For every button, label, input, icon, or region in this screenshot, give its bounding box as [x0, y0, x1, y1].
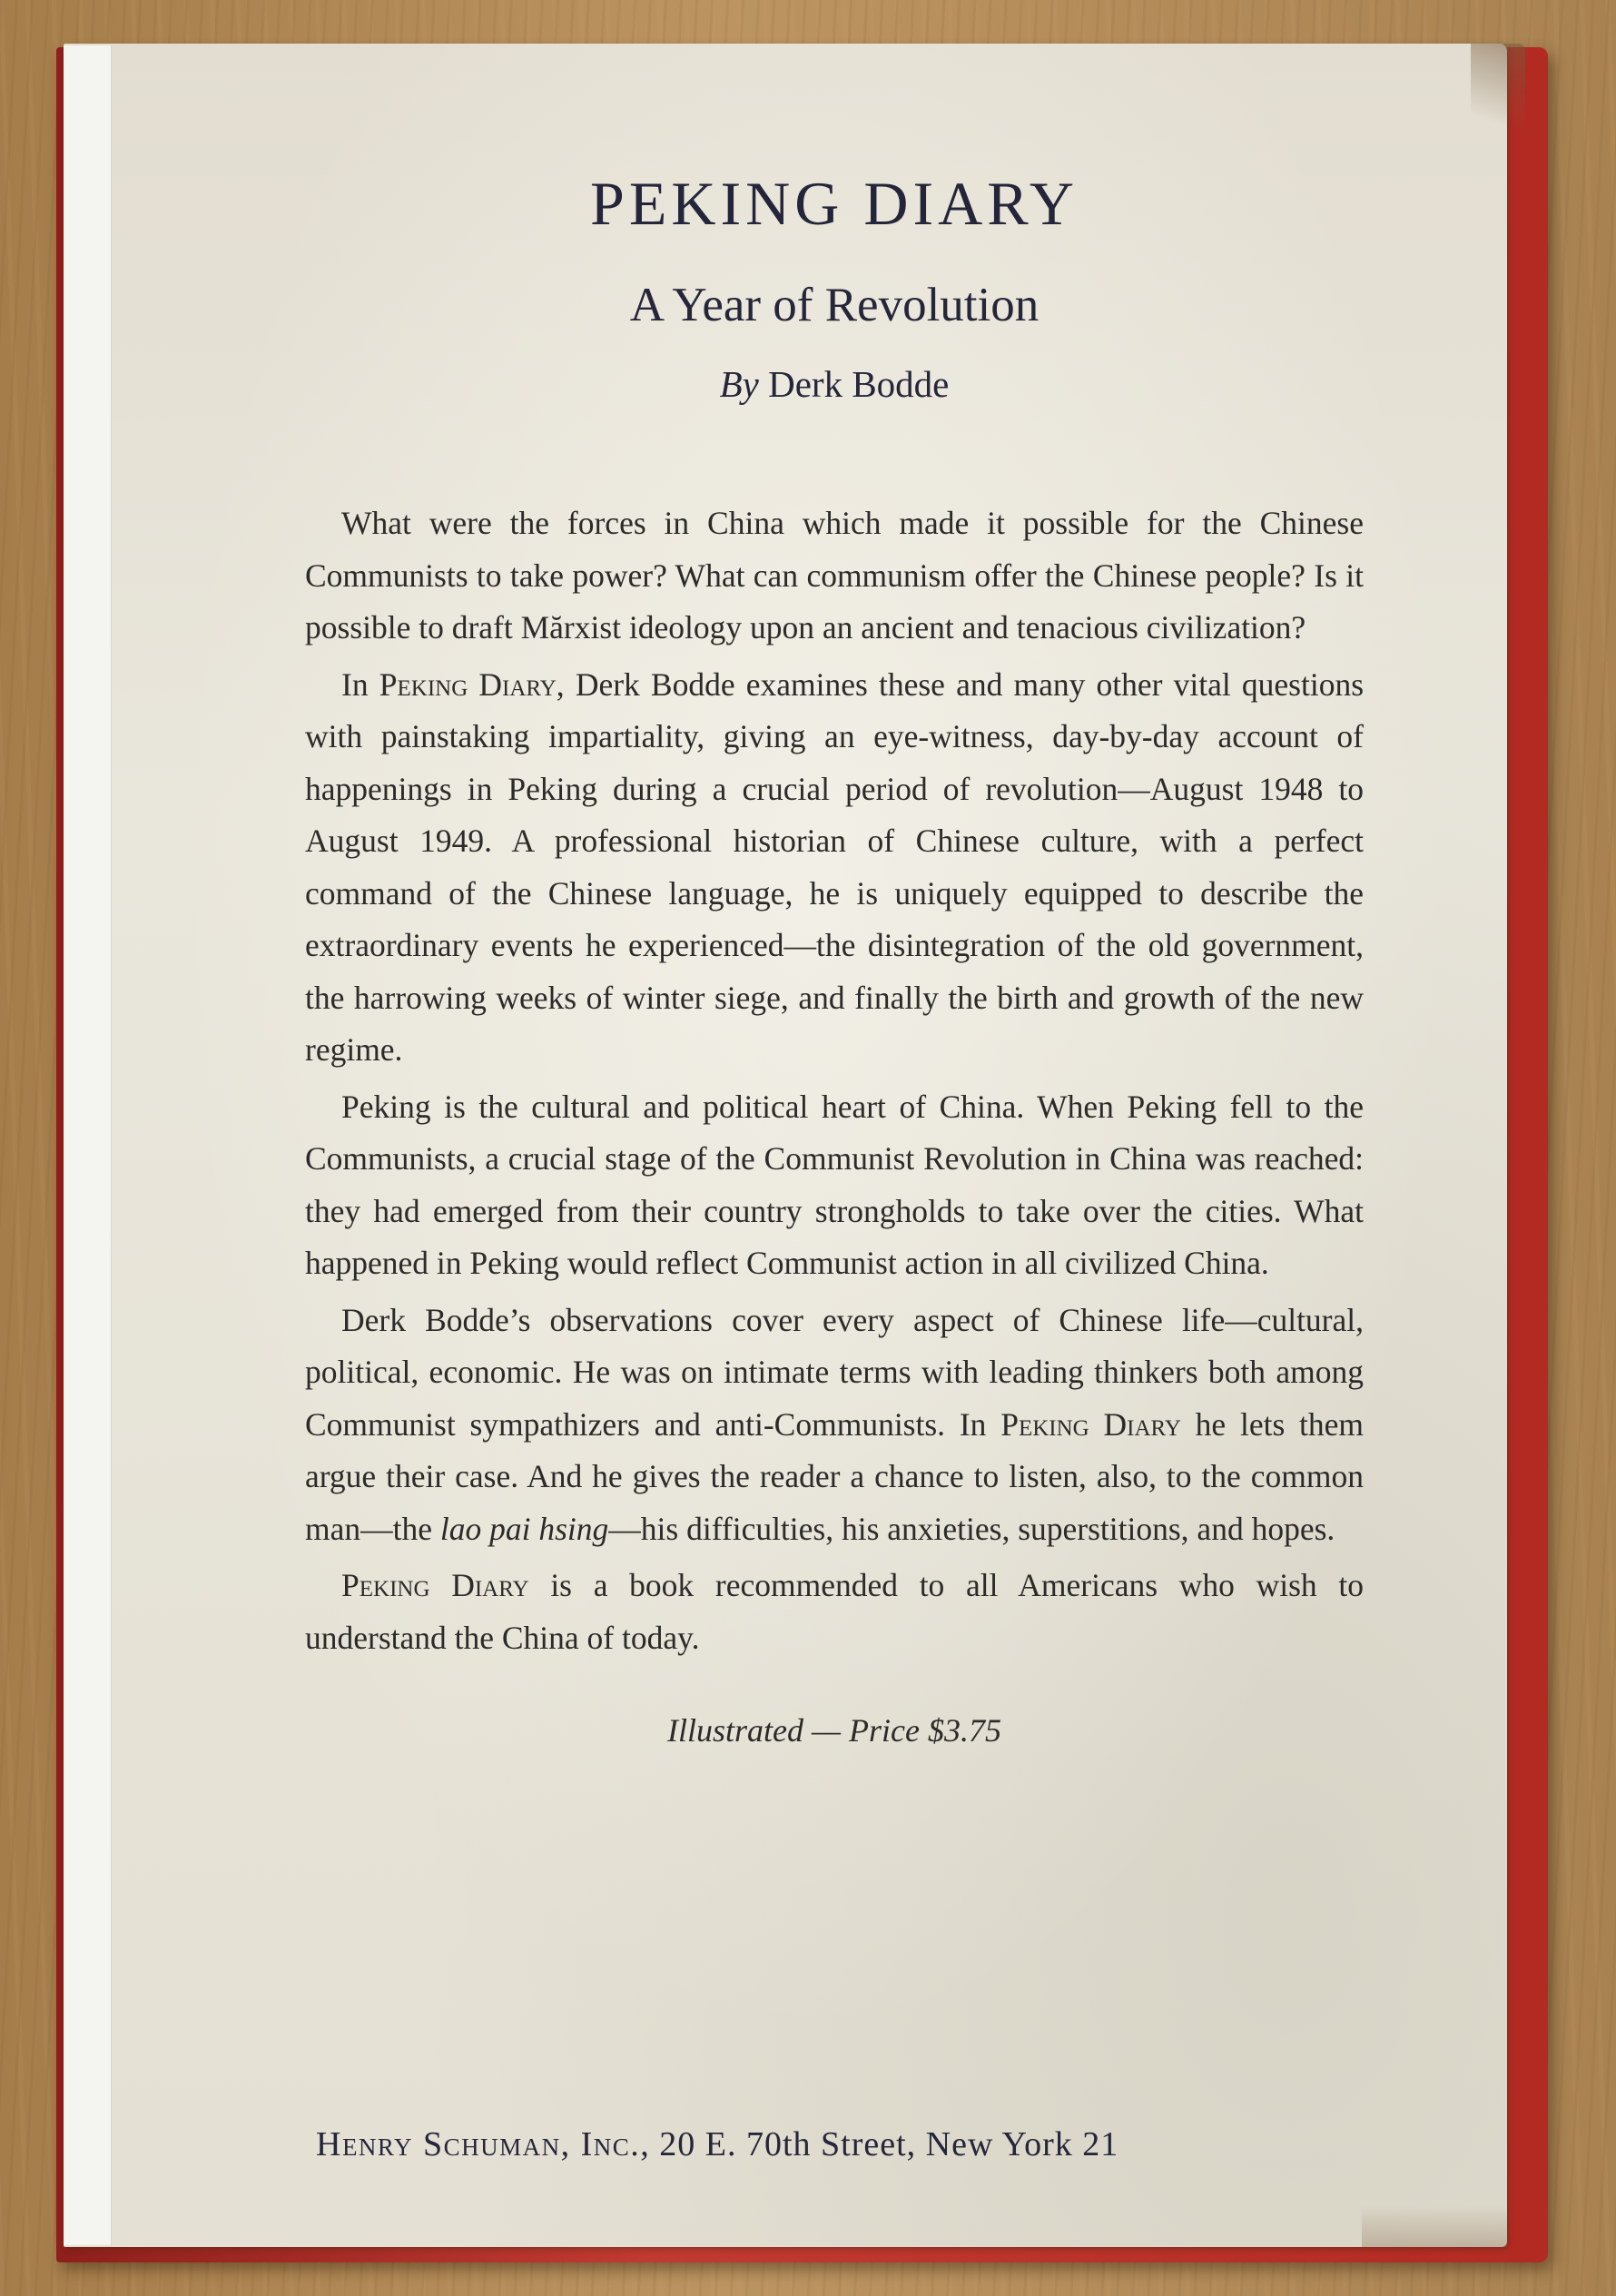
author-name: Derk Bodde: [768, 363, 950, 405]
byline: [305, 363, 1364, 405]
blurb: [305, 498, 1364, 1664]
publisher-address: , 20 E. 70th Street, New York 21: [640, 2125, 1119, 2163]
publisher-line: [316, 2124, 1380, 2164]
jacket-corner-wear: [1471, 44, 1525, 153]
jacket-spine-strip: [64, 45, 112, 2245]
blurb-paragraph-4: Derk Bodde’s observations cover every aspect of Chinese life—cultural, political, economic. He was on intimate terms with leading thinkers both among Communist sympathizers and anti-Communists. In Peking Diary he lets them argue their case. And he gives the reader a chance to listen, also, to the common man—the lao pai hsing—his difficulties, his anxieties, superstitions, and hopes.: [305, 1301, 1365, 1547]
book-title-mention: Peking Diary: [341, 1567, 529, 1603]
blurb-paragraph-2: In Peking Diary, Derk Bodde examines these and many other vital questions with painstaking impartiality, giving an eye-witness, day-by-day account of happenings in Peking during a crucial period of revolution—August 1948 to August 1949. A professional historian of Chinese culture, with a perfect command of the Chinese language, he is uniquely equipped to describe the extraordinary events he experienced—the disintegration of the old government, the harrowing weeks of winter siege, and finally the birth and growth of the new regime.: [305, 665, 1365, 1068]
jacket-text: [305, 169, 1365, 1749]
jacket-bottom-wear: [1362, 2206, 1507, 2247]
blurb-paragraph-5: Peking Diary is a book recommended to all Americans who wish to understand the China of today.: [305, 1567, 1364, 1656]
book-title-mention: Peking Diary: [379, 665, 557, 703]
book-subtitle: A Year of Revolution: [629, 279, 1040, 331]
publisher-name: Henry Schuman, Inc.: [316, 2125, 641, 2163]
byline-prefix: By: [719, 363, 759, 405]
blurb-paragraph-3: Peking is the cultural and political heart of China. When Peking fell to the Communists, a crucial stage of the Communist Revolution in China was reached: they had emerged from their country strongholds to take over the cities. What happened in Peking would reflect Communist action in all civilized China.: [305, 1088, 1364, 1281]
book-title-mention: Peking Diary: [1000, 1405, 1181, 1443]
blurb-paragraph-1: What were the forces in China which made it possible for the Chinese Communists to take power? What can communism offer the Chinese people? Is it possible to draft Mărxist ideology upon an ancient and tenacious civilization?: [305, 505, 1364, 645]
price-line: Illustrated — Price $3.75: [667, 1712, 1001, 1749]
book-title: PEKING DIARY: [590, 169, 1079, 238]
lao-pai-hsing-term: lao pai hsing: [439, 1510, 609, 1547]
